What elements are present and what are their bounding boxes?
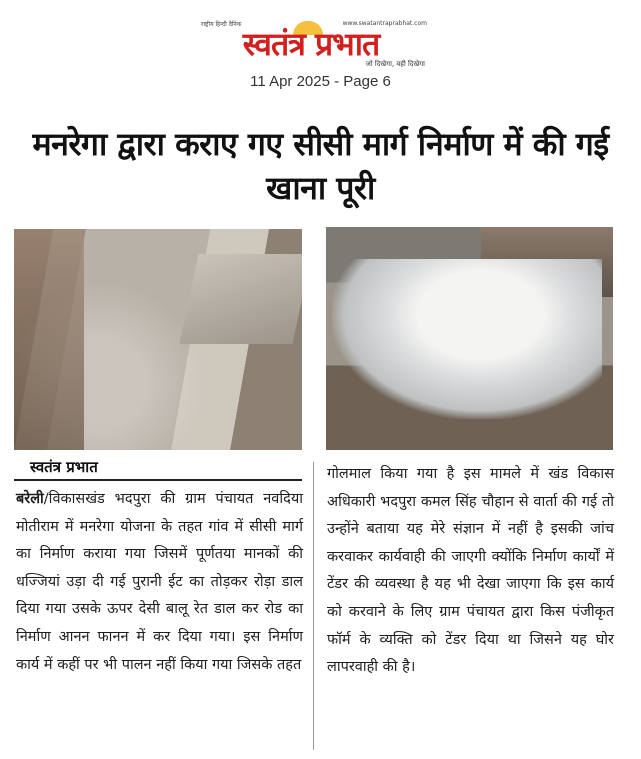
road-construction-photo: [14, 229, 302, 450]
article-headline: मनरेगा द्वारा कराए गए सीसी मार्ग निर्माण में की गई खाना पूरी: [32, 125, 609, 207]
byline-divider: [14, 479, 302, 481]
article-column-1: [16, 486, 303, 679]
sand-pile-shape: [332, 259, 602, 419]
article-byline: स्वतंत्र प्रभात: [30, 458, 98, 476]
edition-date: 11 Apr 2025 - Page 6: [250, 73, 391, 90]
dateline-place: बरेली: [16, 491, 44, 507]
article-column-2: गोलमाल किया गया है इस मामले में खंड विकास अधिकारी भदपुरा कमल सिंह चौहान से वार्ता की गई तो उन्होंने बताया यह मेरे संज्ञान में नहीं है इसकी जांच करवाकर कार्यवाही की जाएगी क्योंकि निर्माण कार्यों में टेंडर की व्यवस्था है यह भी देखा जाएगा कि इस कार्य को करवाने के लिए ग्राम पंचायत द्वारा किस पंजीकृत फॉर्म के व्यक्ति को टेंडर दिया था जिसने यह घोर लापरवाही की है।: [327, 466, 614, 676]
masthead-tagline: जो दिखेगा, वही दिखेगा: [365, 60, 425, 68]
masthead-top-label: राष्ट्रीय हिन्दी दैनिक: [201, 21, 242, 28]
masthead-title: स्वतंत्र प्रभात: [242, 25, 380, 63]
sand-pile-photo: [326, 227, 613, 450]
newspaper-masthead: [195, 20, 427, 68]
column-divider: [313, 462, 314, 750]
masthead-website: www.swatantraprabhat.com: [342, 20, 427, 27]
column-1-text: /विकासखंड भदपुरा की ग्राम पंचायत नवदिया मोतीराम में मनरेगा योजना के तहत गांव में सीसी मार्ग का निर्माण कराया गया जिसमें पूर्णतया मानकों की धज्जियां उड़ा दी गई पुरानी ईट का तोड़कर रोड़ा डाल दिया गया उसके ऊपर देसी बालू रेत डाल कर रोड का निर्माण आनन फानन में कर दिया गया। इस निर्माण कार्य में कहीं पर भी पालन नहीं किया गया जिसके तहत: [16, 491, 303, 673]
